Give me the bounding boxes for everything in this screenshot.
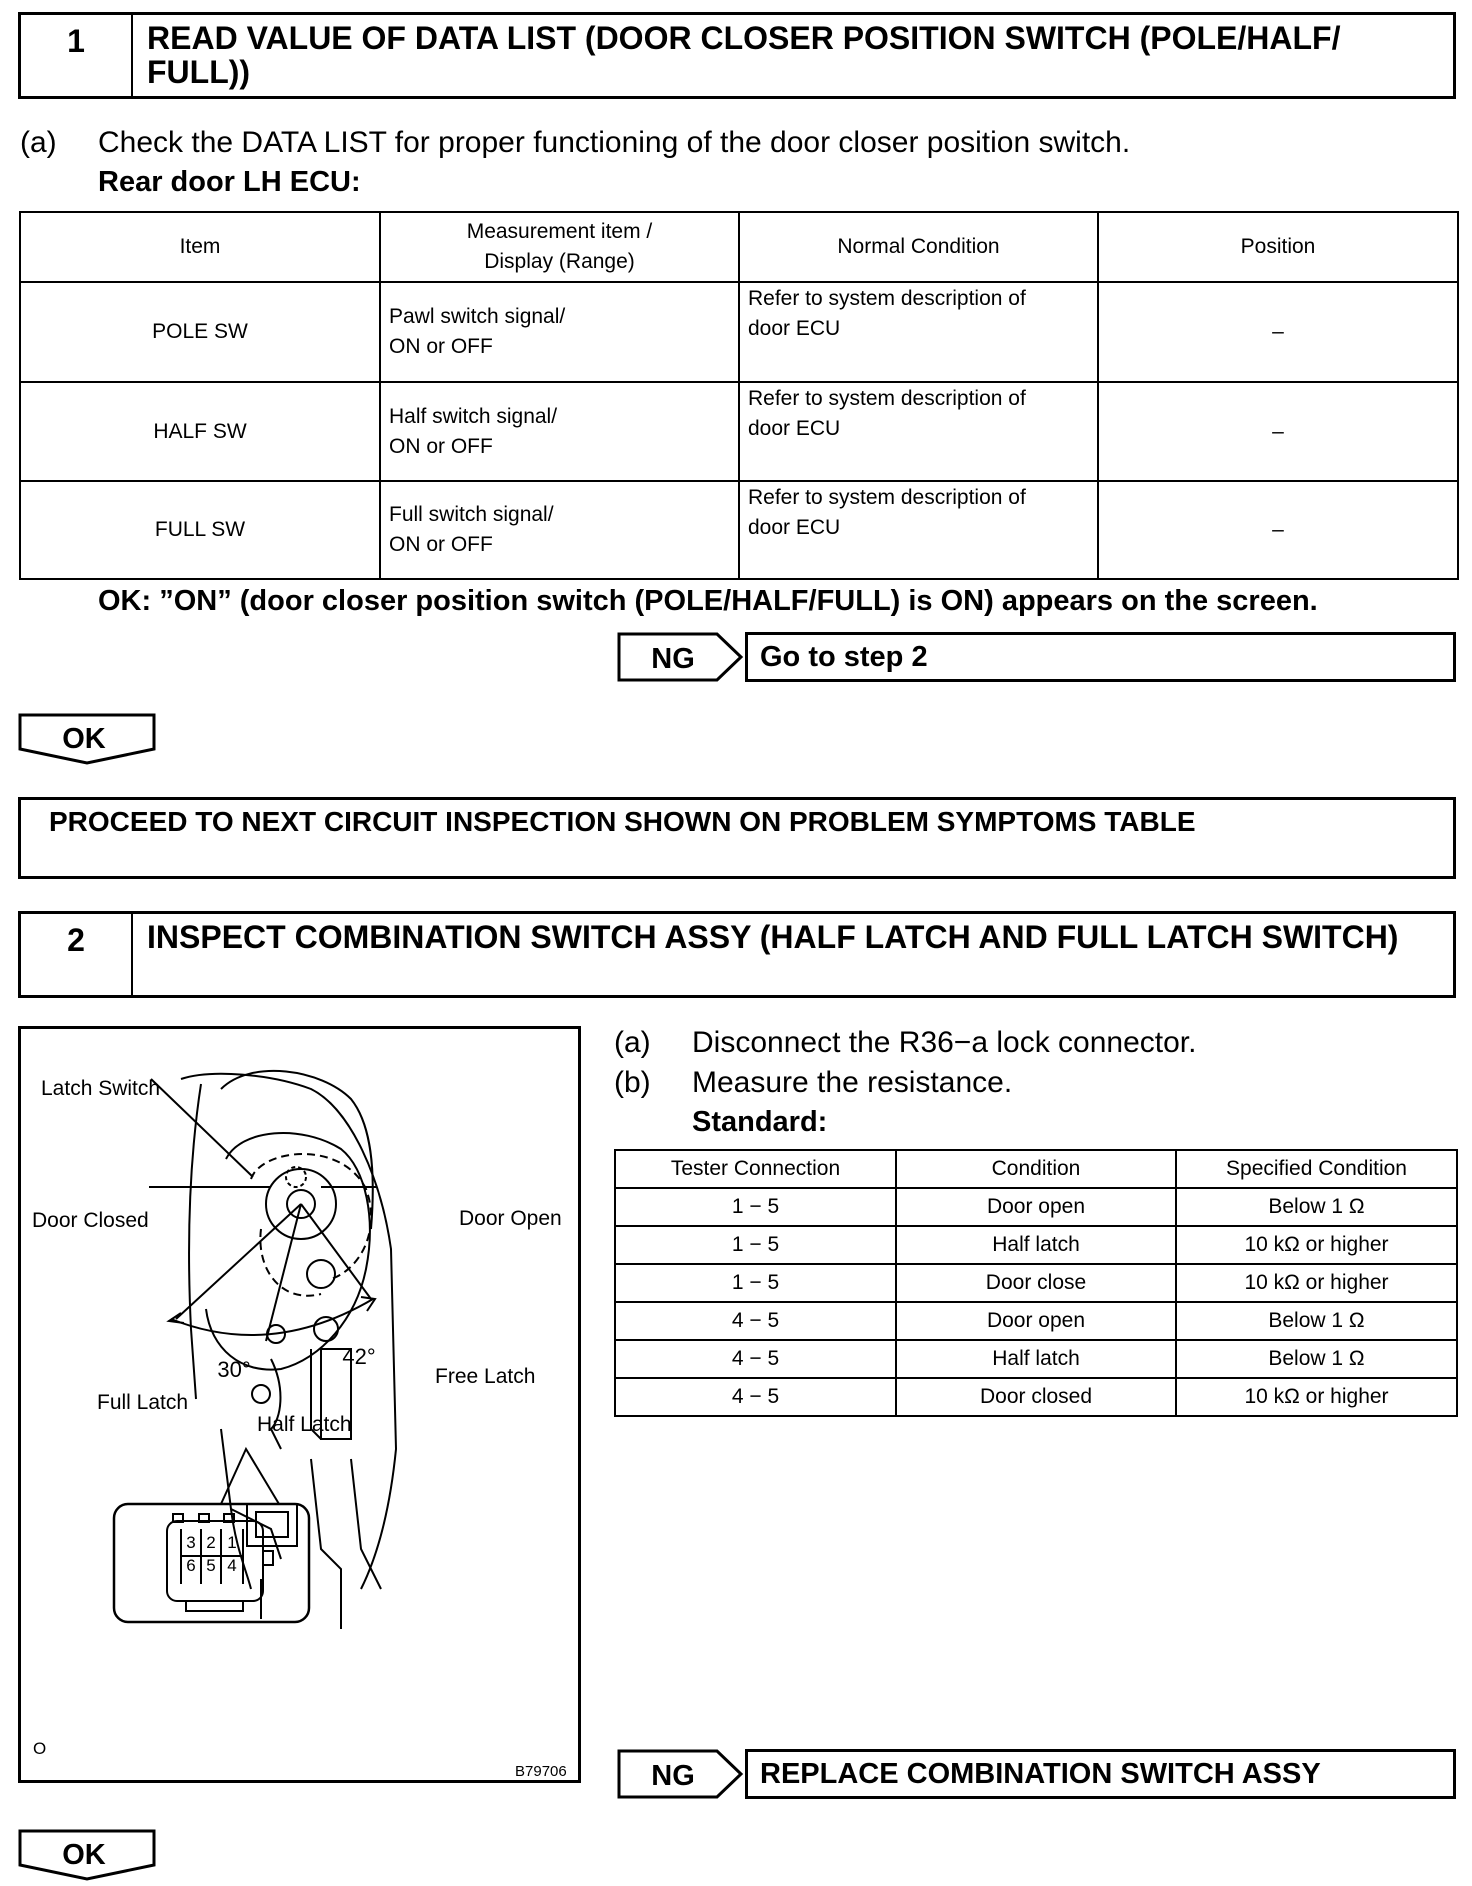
header-position: Position xyxy=(1098,212,1458,282)
normal-cell: Refer to system description of door ECU xyxy=(739,481,1098,579)
specified-condition-cell: Below 1 Ω xyxy=(1176,1188,1457,1226)
step-1-number: 1 xyxy=(21,15,133,96)
connector-pin: 2 xyxy=(206,1533,216,1552)
connector-pin: 4 xyxy=(227,1556,237,1575)
specified-condition-cell: Below 1 Ω xyxy=(1176,1302,1457,1340)
tester-connection-cell: 1 − 5 xyxy=(615,1226,896,1264)
step-2-number: 2 xyxy=(21,914,133,995)
header-condition: Condition xyxy=(896,1150,1176,1188)
step-2-b-marker: (b) xyxy=(614,1066,651,1099)
ng-label: NG xyxy=(651,1760,695,1792)
header-specified-condition: Specified Condition xyxy=(1176,1150,1457,1188)
condition-cell: Door open xyxy=(896,1188,1176,1226)
proceed-box: PROCEED TO NEXT CIRCUIT INSPECTION SHOWN ON PROBLEM SYMPTOMS TABLE xyxy=(18,797,1456,879)
standard-label: Standard: xyxy=(692,1106,828,1138)
condition-cell: Half latch xyxy=(896,1226,1176,1264)
door-open-label: Door Open xyxy=(459,1207,562,1230)
tester-connection-cell: 4 − 5 xyxy=(615,1340,896,1378)
condition-cell: Door close xyxy=(896,1264,1176,1302)
step-1-a-text: Check the DATA LIST for proper functioning of the door closer position switch. xyxy=(98,126,1131,159)
measurement-cell: Full switch signal/ ON or OFF xyxy=(380,481,739,579)
half-latch-label: Half Latch xyxy=(257,1413,352,1436)
position-cell: – xyxy=(1098,282,1458,382)
step-1-title: READ VALUE OF DATA LIST (DOOR CLOSER POSITION SWITCH (POLE/HALF/ FULL)) xyxy=(147,20,1341,90)
ok-condition-text: OK: ”ON” (door closer position switch (POLE/HALF/FULL) is ON) appears on the screen. xyxy=(98,585,1318,617)
ok-label: OK xyxy=(62,1839,106,1871)
ng-result-box: Go to step 2 xyxy=(745,632,1456,682)
latch-switch-figure xyxy=(18,1026,581,1783)
header-normal: Normal Condition xyxy=(739,212,1098,282)
condition-cell: Half latch xyxy=(896,1340,1176,1378)
tester-connection-cell: 4 − 5 xyxy=(615,1302,896,1340)
specified-condition-cell: 10 kΩ or higher xyxy=(1176,1378,1457,1416)
data-list-table xyxy=(19,211,1459,580)
ok-arrow-icon xyxy=(18,1829,158,1881)
step-1-header xyxy=(18,12,1456,99)
condition-cell: Door open xyxy=(896,1302,1176,1340)
step-2-header xyxy=(18,911,1456,998)
ng-arrow-icon xyxy=(617,1749,745,1799)
tester-connection-cell: 4 − 5 xyxy=(615,1378,896,1416)
connector-pin: 1 xyxy=(227,1533,237,1552)
normal-cell: Refer to system description of door ECU xyxy=(739,282,1098,382)
ok-arrow-icon xyxy=(18,713,158,765)
ng-label: NG xyxy=(651,643,695,675)
table-row xyxy=(615,1302,1457,1340)
table-row xyxy=(20,282,1458,382)
step-2-title: INSPECT COMBINATION SWITCH ASSY (HALF LATCH AND FULL LATCH SWITCH) xyxy=(147,919,1399,955)
table-row xyxy=(615,1188,1457,1226)
normal-cell: Refer to system description of door ECU xyxy=(739,382,1098,481)
specified-condition-cell: 10 kΩ or higher xyxy=(1176,1226,1457,1264)
ng-result-box: REPLACE COMBINATION SWITCH ASSY xyxy=(745,1749,1456,1799)
table-row xyxy=(20,382,1458,481)
header-item: Item xyxy=(20,212,380,282)
tester-connection-cell: 1 − 5 xyxy=(615,1188,896,1226)
measurement-cell: Half switch signal/ ON or OFF xyxy=(380,382,739,481)
specified-condition-cell: 10 kΩ or higher xyxy=(1176,1264,1457,1302)
figure-id: B79706 xyxy=(515,1763,567,1780)
header-measurement: Measurement item / Display (Range) xyxy=(380,212,739,282)
condition-cell: Door closed xyxy=(896,1378,1176,1416)
position-cell: – xyxy=(1098,481,1458,579)
item-cell: POLE SW xyxy=(20,282,380,382)
ok-label: OK xyxy=(62,723,106,755)
table-row xyxy=(615,1264,1457,1302)
angle-42-label: 42° xyxy=(342,1344,376,1369)
figure-corner-mark: O xyxy=(33,1739,47,1758)
ecu-label: Rear door LH ECU: xyxy=(98,166,361,198)
table-row xyxy=(615,1226,1457,1264)
table-row xyxy=(615,1378,1457,1416)
connector-pin: 6 xyxy=(186,1556,196,1575)
latch-switch-label: Latch Switch xyxy=(41,1077,161,1100)
position-cell: – xyxy=(1098,382,1458,481)
resistance-table xyxy=(614,1149,1458,1417)
door-closed-label: Door Closed xyxy=(32,1209,149,1232)
tester-connection-cell: 1 − 5 xyxy=(615,1264,896,1302)
free-latch-label: Free Latch xyxy=(435,1365,536,1388)
item-cell: FULL SW xyxy=(20,481,380,579)
angle-30-label: 30° xyxy=(217,1357,251,1382)
header-tester-connection: Tester Connection xyxy=(615,1150,896,1188)
ng-arrow-icon xyxy=(617,632,745,682)
connector-pin: 5 xyxy=(206,1556,216,1575)
table-row xyxy=(615,1340,1457,1378)
step-1-a-marker: (a) xyxy=(20,126,57,159)
step-2-a-text: Disconnect the R36−a lock connector. xyxy=(692,1026,1197,1059)
step-2-a-marker: (a) xyxy=(614,1026,651,1059)
full-latch-label: Full Latch xyxy=(97,1391,189,1414)
step-2-b-text: Measure the resistance. xyxy=(692,1066,1013,1099)
item-cell: HALF SW xyxy=(20,382,380,481)
specified-condition-cell: Below 1 Ω xyxy=(1176,1340,1457,1378)
connector-pin: 3 xyxy=(186,1533,196,1552)
table-row xyxy=(20,481,1458,579)
measurement-cell: Pawl switch signal/ ON or OFF xyxy=(380,282,739,382)
